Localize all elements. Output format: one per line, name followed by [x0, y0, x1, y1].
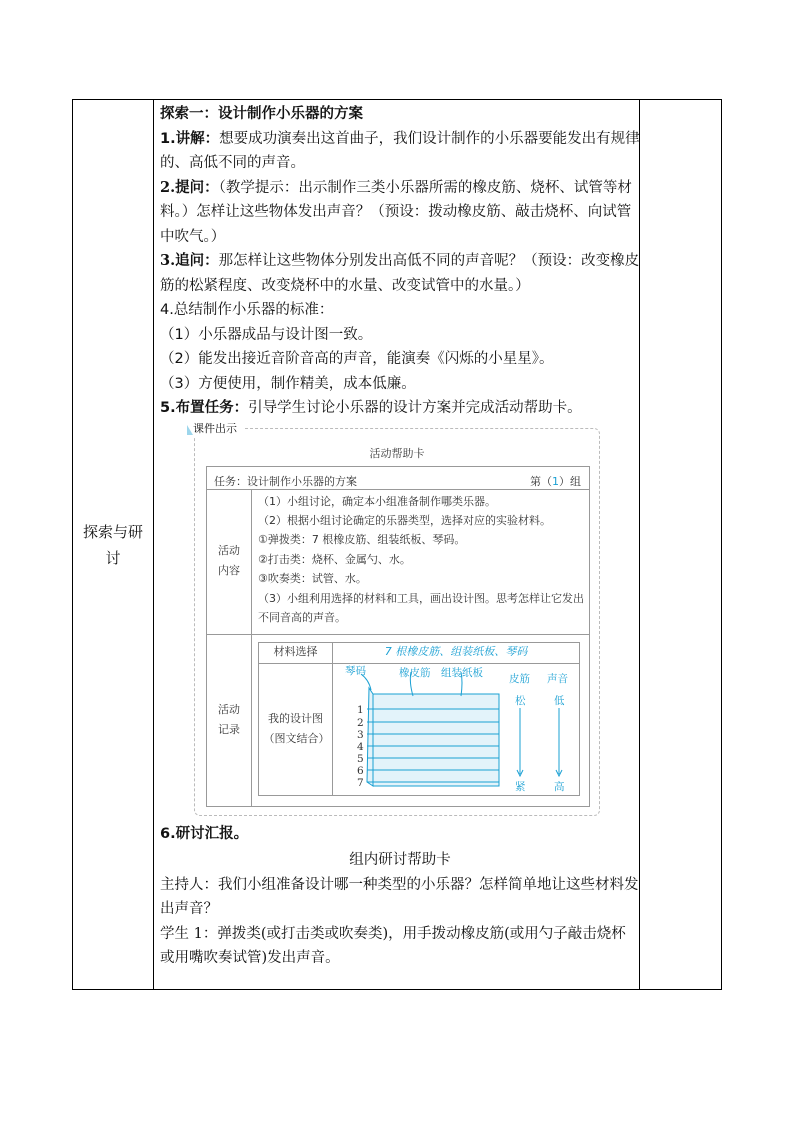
group-report-card — [160, 848, 640, 971]
phase-label: 探索与研讨 — [82, 522, 143, 567]
material-value: 7 根橡皮筋、组装纸板、琴码 — [384, 645, 528, 659]
step-4-item: （2）能发出接近音阶音高的声音，能演奏《闪烁的小星星》。 — [160, 351, 554, 367]
content-line: （2）根据小组讨论确定的乐器类型，选择对应的实验材料。 — [258, 513, 551, 527]
step-5: 5.布置任务：引导学生讨论小乐器的设计方案并完成活动帮助卡。 — [160, 400, 582, 416]
step-4-item: （3）方便使用，制作精美，成本低廉。 — [160, 375, 416, 392]
content-line: （1）小组讨论，确定本小组准备制作哪类乐器。 — [258, 494, 496, 508]
group-number: 第（1）组 — [530, 474, 581, 488]
student-line: 学生 1：弹拨类(或打击类或吹奏类)，用手拨动橡皮筋(或用勺子敲击烧杯或用嘴吹奏试管)发出声音。 — [160, 925, 626, 966]
content-line: （3）小组利用选择的材料和工具，画出设计图。思考怎样让它发出不同音高的声音。 — [258, 591, 584, 624]
low-label: 低 — [554, 694, 565, 707]
design-label: 我的设计图（图文结合） — [259, 664, 333, 795]
tight-label: 紧 — [515, 780, 526, 793]
tension-head: 皮筋 — [509, 672, 530, 685]
host-line: 主持人：我们小组准备设计哪一种类型的小乐器？怎样简单地让这些材料发出声音？ — [160, 876, 639, 917]
section-title: 探索一：设计制作小乐器的方案 — [160, 106, 363, 122]
step-1: 1.讲解：想要成功演奏出这首曲子，我们设计制作的小乐器要能发出有规律的、高低不同的声音。 — [160, 130, 640, 171]
step-2: 2.提问：（教学提示：出示制作三类小乐器所需的橡皮筋、烧杯、试管等材料。）怎样让这些物体发出声音？（预设：拨动橡皮筋、敲击烧杯、向试管中吹气。） — [160, 178, 632, 245]
step-4-title: 4.总结制作小乐器的标准： — [160, 302, 334, 318]
lesson-table — [72, 99, 722, 990]
design-drawing — [333, 664, 579, 795]
task-text: 任务：设计制作小乐器的方案 — [214, 474, 357, 488]
material-label: 材料选择 — [259, 643, 333, 663]
bridge-label: 琴码 — [345, 664, 366, 677]
step-3: 3.追问：那怎样让这些物体分别发出高低不同的声音呢？（预设：改变橡皮筋的松紧程度、改变烧杯中的水量、改变试管中的水量。） — [160, 252, 640, 294]
bridge-shape — [367, 688, 373, 786]
activity-help-card — [193, 421, 600, 816]
step-6: 6.研讨汇报。 — [160, 825, 249, 842]
rubber-label: 橡皮筋 — [399, 666, 431, 679]
string-number: 5 — [357, 752, 364, 765]
content-line: ③吹奏类：试管、水。 — [258, 572, 367, 586]
column-divider — [153, 100, 154, 989]
record-label: 活动记录 — [207, 634, 252, 806]
content-line: ②打击类：烧杯、金属勺、水。 — [258, 552, 411, 566]
pitch-head: 声音 — [547, 672, 568, 685]
content-row — [207, 489, 589, 635]
string-number: 2 — [357, 716, 364, 729]
content-cell — [160, 102, 640, 971]
record-table — [258, 642, 580, 796]
card-table — [206, 466, 590, 807]
string-number: 3 — [357, 728, 364, 741]
string-number: 1 — [357, 703, 364, 716]
record-row — [207, 634, 589, 806]
report-title: 组内研讨帮助卡 — [349, 852, 451, 868]
string-number: 6 — [357, 764, 364, 777]
step-4-item: （1）小乐器成品与设计图一致。 — [160, 326, 373, 343]
content-line: ①弹拨类：7 根橡皮筋、组装纸板、琴码。 — [258, 533, 466, 547]
content-lines — [258, 492, 585, 628]
loose-label: 松 — [515, 694, 526, 707]
board-label: 组装纸板 — [441, 666, 483, 679]
courseware-tag: 课件出示 — [189, 421, 243, 437]
string-number: 7 — [357, 776, 364, 789]
board-rect — [373, 694, 499, 786]
card-title: 活动帮助卡 — [369, 446, 425, 460]
phase-cell — [73, 100, 153, 989]
task-row — [207, 467, 589, 490]
high-label: 高 — [554, 780, 565, 793]
string-number: 4 — [357, 740, 364, 753]
content-label: 活动内容 — [207, 489, 252, 634]
material-row — [259, 643, 579, 664]
